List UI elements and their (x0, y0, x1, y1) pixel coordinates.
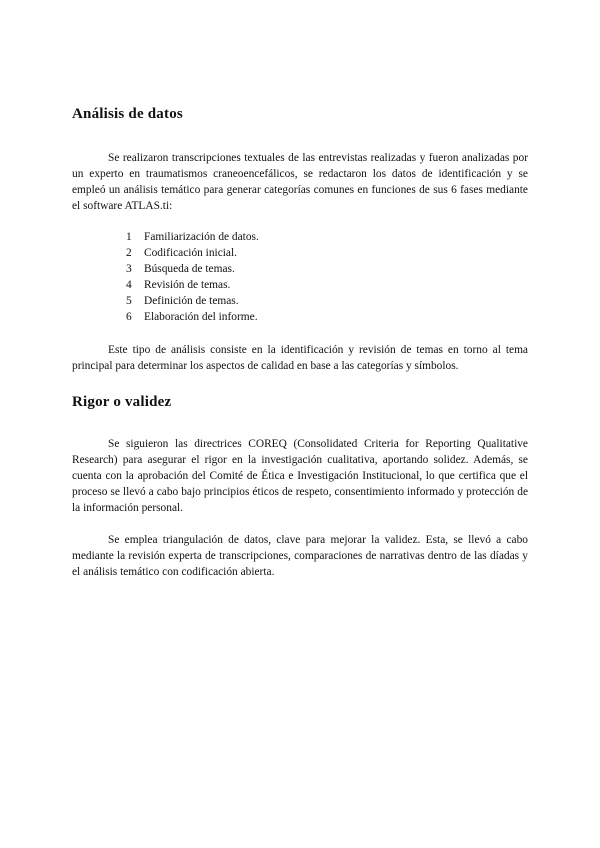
list-item-text: Definición de temas. (144, 295, 239, 307)
list-item (126, 245, 259, 261)
list-item (126, 293, 259, 309)
section-heading-analisis: Análisis de datos (72, 106, 183, 122)
list-item-number: 4 (126, 279, 132, 291)
list-item (126, 309, 259, 325)
list-item-number: 5 (126, 295, 132, 307)
list-item-text: Familiarización de datos. (144, 231, 259, 243)
list-item (126, 229, 259, 245)
paragraph-rigor-triangulation: Se emplea triangulación de datos, clave para mejorar la validez. Esta, se llevó a cabo mediante la revisión experta de transcripciones, comparaciones de narrativas dentro de las díadas y el análisis temático con codificación abierta. (72, 534, 528, 578)
list-item-number: 3 (126, 263, 132, 275)
section-heading-rigor: Rigor o validez (72, 394, 172, 410)
list-item-text: Búsqueda de temas. (144, 263, 235, 275)
paragraph-analisis-intro: Se realizaron transcripciones textuales de las entrevistas realizadas y fueron analizadas por un experto en traumatismos craneoencefálicos, se redactaron los datos de identificación y se empleó un análisis temático para generar categorías comunes en funciones de sus 6 fases mediante el software ATLAS.ti: (72, 152, 528, 212)
list-item-number: 6 (126, 311, 132, 323)
list-item-number: 2 (126, 247, 132, 259)
paragraph-rigor-coreq: Se siguieron las directrices COREQ (Consolidated Criteria for Reporting Qualitative Research) para asegurar el rigor en la investigación cualitativa, aportando solidez. Además, se cuenta con la aprobación del Comité de Ética e Investigación Institucional, lo que certifica que el proceso se llevó a cabo bajo principios éticos de respeto, consentimiento informado y protección de la información personal. (72, 438, 528, 514)
paragraph-analisis-description: Este tipo de análisis consiste en la identificación y revisión de temas en torno al tema principal para determinar los aspectos de calidad en base a las categorías y símbolos. (72, 344, 528, 372)
list-item (126, 261, 259, 277)
list-item (126, 277, 259, 293)
list-item-text: Elaboración del informe. (144, 311, 258, 323)
list-item-text: Codificación inicial. (144, 247, 237, 259)
list-item-number: 1 (126, 231, 132, 243)
phases-list (126, 229, 259, 325)
list-item-text: Revisión de temas. (144, 279, 231, 291)
